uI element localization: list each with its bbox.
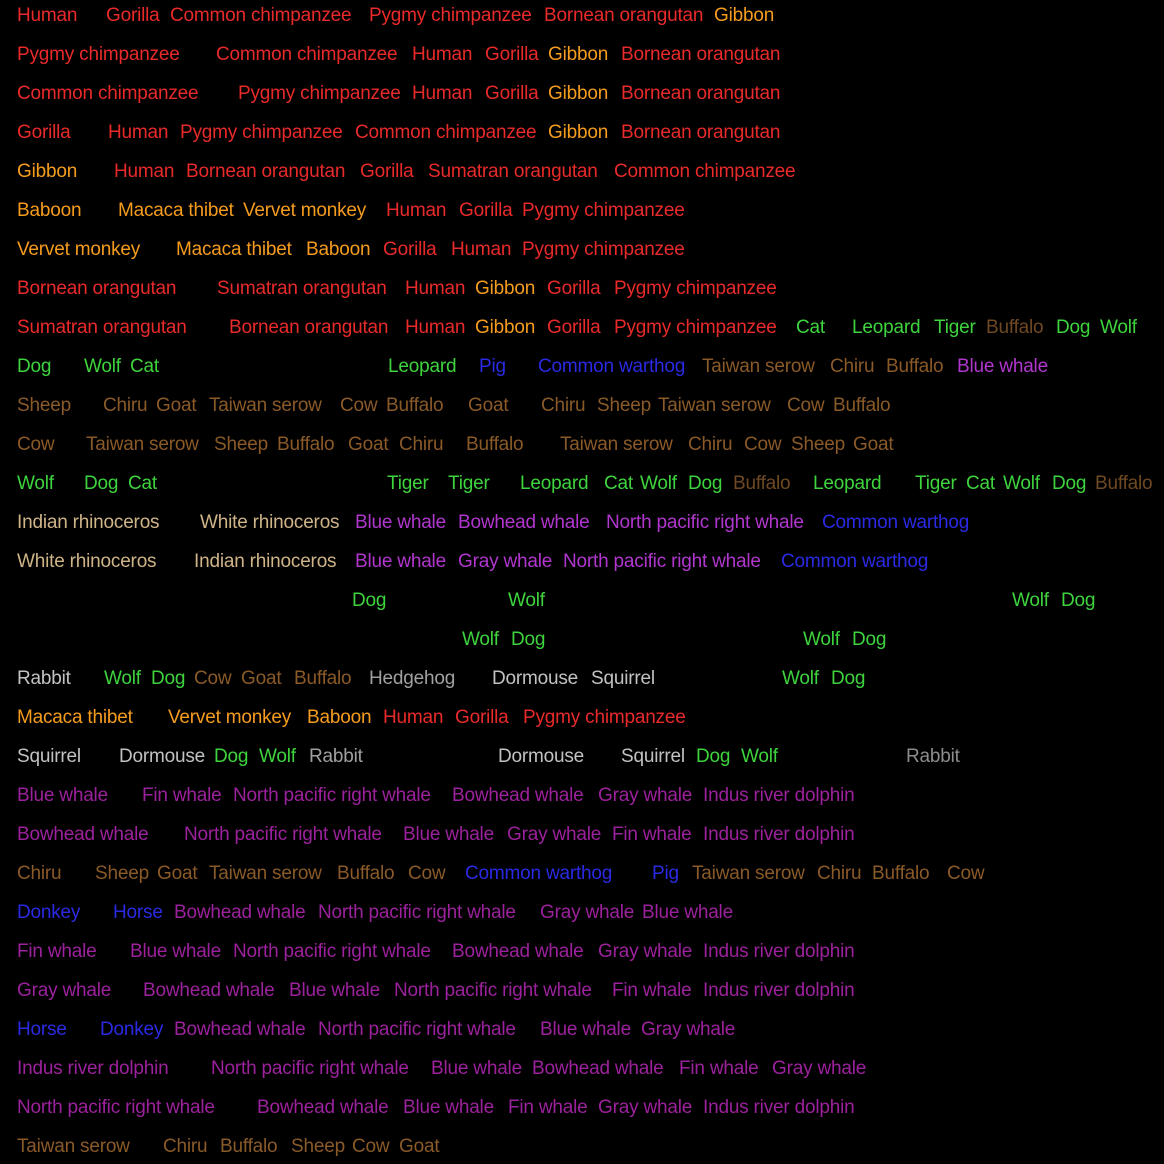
animal-label: North pacific right whale <box>563 551 761 572</box>
animal-label: North pacific right whale <box>184 824 382 845</box>
similarity-row <box>0 704 1164 743</box>
animal-label: Horse <box>17 1019 67 1040</box>
animal-label: Wolf <box>508 590 545 611</box>
animal-label: Blue whale <box>403 1097 494 1118</box>
similarity-row <box>0 236 1164 275</box>
animal-label: Buffalo <box>733 473 791 494</box>
animal-label: North pacific right whale <box>318 902 516 923</box>
similarity-row <box>0 1055 1164 1094</box>
animal-label: Common warthog <box>538 356 686 377</box>
animal-label: Bowhead whale <box>143 980 275 1001</box>
animal-label: Bornean orangutan <box>621 83 781 104</box>
animal-label: Chiru <box>17 863 62 884</box>
similarity-row <box>0 275 1164 314</box>
animal-label: Goat <box>241 668 282 689</box>
animal-label: Buffalo <box>466 434 524 455</box>
animal-label: Wolf <box>462 629 499 650</box>
animal-label: Pig <box>652 863 679 884</box>
animal-label: Gray whale <box>598 941 693 962</box>
animal-label: Gray whale <box>598 785 693 806</box>
animal-label: Gorilla <box>455 707 509 728</box>
animal-label: Chiru <box>817 863 862 884</box>
similarity-row <box>0 626 1164 665</box>
animal-label: Pig <box>479 356 506 377</box>
animal-label: Pygmy chimpanzee <box>614 278 777 299</box>
animal-label: Chiru <box>688 434 733 455</box>
animal-label: Gibbon <box>714 5 775 26</box>
animal-label: Dog <box>1056 317 1091 338</box>
animal-label: Blue whale <box>957 356 1048 377</box>
similarity-row <box>0 977 1164 1016</box>
animal-label: Gorilla <box>485 83 539 104</box>
animal-label: Cow <box>17 434 55 455</box>
animal-label: Horse <box>113 902 163 923</box>
animal-label: Chiru <box>830 356 875 377</box>
animal-label: Common warthog <box>465 863 613 884</box>
animal-label: Rabbit <box>309 746 363 767</box>
animal-label: Goat <box>348 434 389 455</box>
animal-label: Wolf <box>104 668 141 689</box>
animal-label: Rabbit <box>906 746 960 767</box>
animal-label: Goat <box>157 863 198 884</box>
animal-label: Dog <box>852 629 887 650</box>
animal-label: Gorilla <box>106 5 160 26</box>
animal-label: Sheep <box>291 1136 345 1157</box>
animal-label: Bornean orangutan <box>17 278 177 299</box>
animal-label: Dormouse <box>119 746 206 767</box>
animal-label: Goat <box>156 395 197 416</box>
animal-label: Blue whale <box>403 824 494 845</box>
similarity-row <box>0 1016 1164 1055</box>
animal-label: Gibbon <box>548 44 609 65</box>
animal-label: Human <box>405 317 466 338</box>
animal-label: Bowhead whale <box>532 1058 664 1079</box>
animal-label: Dog <box>1052 473 1087 494</box>
similarity-row <box>0 821 1164 860</box>
animal-label: Leopard <box>852 317 921 338</box>
animal-label: North pacific right whale <box>394 980 592 1001</box>
similarity-row <box>0 509 1164 548</box>
animal-label: Dog <box>511 629 546 650</box>
animal-label: Baboon <box>306 239 371 260</box>
animal-label: Cow <box>408 863 446 884</box>
animal-label: Vervet monkey <box>168 707 292 728</box>
animal-label: Taiwan serow <box>209 863 322 884</box>
animal-label: Bowhead whale <box>257 1097 389 1118</box>
animal-label: North pacific right whale <box>211 1058 409 1079</box>
animal-label: Pygmy chimpanzee <box>180 122 343 143</box>
similarity-row <box>0 938 1164 977</box>
animal-label: Pygmy chimpanzee <box>17 44 180 65</box>
animal-label: Macaca thibet <box>176 239 292 260</box>
animal-label: Gray whale <box>458 551 553 572</box>
animal-label: Tiger <box>934 317 976 338</box>
animal-label: Chiru <box>163 1136 208 1157</box>
animal-label: Fin whale <box>142 785 222 806</box>
animal-label: Buffalo <box>220 1136 278 1157</box>
animal-label: Buffalo <box>886 356 944 377</box>
similarity-row <box>0 782 1164 821</box>
animal-label: Taiwan serow <box>86 434 199 455</box>
animal-label: North pacific right whale <box>233 941 431 962</box>
similarity-row <box>0 1094 1164 1133</box>
animal-label: Blue whale <box>540 1019 631 1040</box>
animal-label: Baboon <box>307 707 372 728</box>
animal-label: Chiru <box>541 395 586 416</box>
animal-label: Wolf <box>741 746 778 767</box>
animal-label: Gibbon <box>475 317 536 338</box>
animal-label: Sheep <box>17 395 71 416</box>
animal-label: Human <box>17 5 78 26</box>
animal-label: Donkey <box>100 1019 164 1040</box>
animal-label: Tiger <box>387 473 429 494</box>
animal-label: Leopard <box>813 473 882 494</box>
animal-label: Cow <box>352 1136 390 1157</box>
animal-label: Wolf <box>1012 590 1049 611</box>
animal-label: Gray whale <box>17 980 112 1001</box>
animal-label: Dog <box>151 668 186 689</box>
animal-label: Indian rhinoceros <box>194 551 337 572</box>
animal-label: Blue whale <box>355 512 446 533</box>
animal-label: Indus river dolphin <box>703 824 855 845</box>
animal-label: Dog <box>214 746 249 767</box>
similarity-row <box>0 548 1164 587</box>
animal-label: Dog <box>352 590 387 611</box>
animal-label: Bowhead whale <box>174 1019 306 1040</box>
animal-label: Bornean orangutan <box>229 317 389 338</box>
animal-label: Gorilla <box>459 200 513 221</box>
animal-label: Goat <box>468 395 509 416</box>
animal-label: Bornean orangutan <box>544 5 704 26</box>
animal-label: Gorilla <box>360 161 414 182</box>
animal-label: Bornean orangutan <box>621 44 781 65</box>
animal-label: White rhinoceros <box>17 551 157 572</box>
animal-label: Cat <box>604 473 633 494</box>
animal-label: Gray whale <box>507 824 602 845</box>
animal-label: Human <box>386 200 447 221</box>
animal-label: Common chimpanzee <box>355 122 537 143</box>
animal-label: Leopard <box>520 473 589 494</box>
animal-label: Bowhead whale <box>452 941 584 962</box>
animal-label: Blue whale <box>642 902 733 923</box>
similarity-row <box>0 743 1164 782</box>
animal-label: Taiwan serow <box>692 863 805 884</box>
animal-label: Hedgehog <box>369 668 456 689</box>
animal-label: Fin whale <box>679 1058 759 1079</box>
animal-label: Buffalo <box>833 395 891 416</box>
animal-label: Cat <box>130 356 159 377</box>
animal-label: Donkey <box>17 902 81 923</box>
animal-label: Common warthog <box>822 512 970 533</box>
animal-label: Taiwan serow <box>209 395 322 416</box>
animal-label: Chiru <box>399 434 444 455</box>
animal-label: Bowhead whale <box>458 512 590 533</box>
animal-label: Wolf <box>782 668 819 689</box>
animal-label: Taiwan serow <box>560 434 673 455</box>
animal-label: Dog <box>1061 590 1096 611</box>
animal-label: Indus river dolphin <box>703 1097 855 1118</box>
animal-label: Bornean orangutan <box>621 122 781 143</box>
animal-label: Taiwan serow <box>17 1136 130 1157</box>
animal-label: Buffalo <box>337 863 395 884</box>
similarity-row <box>0 899 1164 938</box>
animal-label: Common chimpanzee <box>170 5 352 26</box>
animal-label: Wolf <box>17 473 54 494</box>
similarity-row <box>0 2 1164 41</box>
animal-label: Cow <box>787 395 825 416</box>
animal-label: Common chimpanzee <box>17 83 199 104</box>
animal-label: Sheep <box>791 434 845 455</box>
animal-label: Sheep <box>597 395 651 416</box>
animal-label: Bornean orangutan <box>186 161 346 182</box>
animal-label: Buffalo <box>294 668 352 689</box>
animal-label: Dormouse <box>498 746 585 767</box>
similarity-row <box>0 314 1164 353</box>
animal-label: Chiru <box>103 395 148 416</box>
animal-label: North pacific right whale <box>233 785 431 806</box>
animal-label: North pacific right whale <box>318 1019 516 1040</box>
animal-label: Indus river dolphin <box>703 785 855 806</box>
animal-label: Common chimpanzee <box>216 44 398 65</box>
similarity-row <box>0 392 1164 431</box>
animal-label: Tiger <box>915 473 957 494</box>
similarity-row <box>0 1133 1164 1164</box>
animal-label: Human <box>412 83 473 104</box>
animal-label: Gibbon <box>17 161 78 182</box>
animal-label: Dog <box>831 668 866 689</box>
animal-label: Dog <box>688 473 723 494</box>
animal-label: Buffalo <box>386 395 444 416</box>
similarity-row <box>0 41 1164 80</box>
similarity-row <box>0 80 1164 119</box>
animal-label: Common warthog <box>781 551 929 572</box>
similarity-row <box>0 431 1164 470</box>
animal-label: Human <box>405 278 466 299</box>
animal-label: Cat <box>128 473 157 494</box>
similarity-row <box>0 587 1164 626</box>
animal-label: Pygmy chimpanzee <box>369 5 532 26</box>
animal-label: Goat <box>399 1136 440 1157</box>
animal-label: Blue whale <box>130 941 221 962</box>
animal-label: Tiger <box>448 473 490 494</box>
animal-label: Gorilla <box>547 317 601 338</box>
animal-label: Blue whale <box>289 980 380 1001</box>
animal-label: Gray whale <box>772 1058 867 1079</box>
animal-label: Human <box>451 239 512 260</box>
animal-label: North pacific right whale <box>17 1097 215 1118</box>
similarity-row <box>0 860 1164 899</box>
animal-label: Sumatran orangutan <box>428 161 598 182</box>
animal-label: Gibbon <box>548 122 609 143</box>
animal-label: Human <box>383 707 444 728</box>
similarity-row <box>0 665 1164 704</box>
animal-label: Goat <box>853 434 894 455</box>
animal-label: Buffalo <box>277 434 335 455</box>
animal-label: Dog <box>696 746 731 767</box>
animal-label: Blue whale <box>355 551 446 572</box>
animal-label: Squirrel <box>621 746 685 767</box>
animal-label: Cow <box>947 863 985 884</box>
animal-label: Wolf <box>803 629 840 650</box>
similarity-row <box>0 197 1164 236</box>
animal-label: Taiwan serow <box>658 395 771 416</box>
animal-label: Macaca thibet <box>118 200 234 221</box>
animal-label: Leopard <box>388 356 457 377</box>
animal-label: Cow <box>744 434 782 455</box>
animal-label: Gorilla <box>17 122 71 143</box>
similarity-row <box>0 158 1164 197</box>
animal-label: North pacific right whale <box>606 512 804 533</box>
animal-label: Gray whale <box>641 1019 736 1040</box>
animal-label: Wolf <box>1003 473 1040 494</box>
animal-label: Gray whale <box>598 1097 693 1118</box>
animal-label: Wolf <box>1100 317 1137 338</box>
animal-label: Fin whale <box>508 1097 588 1118</box>
animal-label: Vervet monkey <box>243 200 367 221</box>
animal-label: Gorilla <box>547 278 601 299</box>
animal-label: Cat <box>796 317 825 338</box>
animal-label: Squirrel <box>17 746 81 767</box>
animal-label: Indus river dolphin <box>703 980 855 1001</box>
animal-label: Pygmy chimpanzee <box>522 239 685 260</box>
animal-label: Cow <box>340 395 378 416</box>
animal-label: Baboon <box>17 200 82 221</box>
animal-label: Pygmy chimpanzee <box>523 707 686 728</box>
animal-label: White rhinoceros <box>200 512 340 533</box>
animal-label: Sheep <box>214 434 268 455</box>
animal-label: Pygmy chimpanzee <box>238 83 401 104</box>
animal-label: Sumatran orangutan <box>217 278 387 299</box>
animal-label: Rabbit <box>17 668 71 689</box>
animal-label: Dog <box>17 356 52 377</box>
animal-label: Sheep <box>95 863 149 884</box>
animal-label: Fin whale <box>612 980 692 1001</box>
animal-label: Pygmy chimpanzee <box>522 200 685 221</box>
animal-label: Taiwan serow <box>702 356 815 377</box>
animal-label: Common chimpanzee <box>614 161 796 182</box>
animal-label: Fin whale <box>17 941 97 962</box>
animal-label: Wolf <box>640 473 677 494</box>
animal-label: Vervet monkey <box>17 239 141 260</box>
animal-label: Buffalo <box>1095 473 1153 494</box>
animal-label: Wolf <box>259 746 296 767</box>
animal-label: Cow <box>194 668 232 689</box>
animal-label: Gorilla <box>485 44 539 65</box>
animal-label: Indus river dolphin <box>703 941 855 962</box>
animal-label: Human <box>108 122 169 143</box>
animal-label: Bowhead whale <box>174 902 306 923</box>
animal-label: Indus river dolphin <box>17 1058 169 1079</box>
similarity-row <box>0 353 1164 392</box>
animal-label: Gray whale <box>540 902 635 923</box>
similarity-row <box>0 119 1164 158</box>
animal-label: Blue whale <box>17 785 108 806</box>
animal-label: Buffalo <box>986 317 1044 338</box>
animal-label: Macaca thibet <box>17 707 133 728</box>
animal-label: Pygmy chimpanzee <box>614 317 777 338</box>
animal-label: Dormouse <box>492 668 579 689</box>
similarity-row <box>0 470 1164 509</box>
animal-label: Human <box>114 161 175 182</box>
animal-label: Fin whale <box>612 824 692 845</box>
animal-label: Sumatran orangutan <box>17 317 187 338</box>
animal-label: Bowhead whale <box>452 785 584 806</box>
animal-label: Buffalo <box>872 863 930 884</box>
animal-label: Bowhead whale <box>17 824 149 845</box>
animal-label: Gibbon <box>548 83 609 104</box>
animal-label: Gibbon <box>475 278 536 299</box>
animal-label: Dog <box>84 473 119 494</box>
animal-label: Cat <box>966 473 995 494</box>
animal-label: Gorilla <box>383 239 437 260</box>
animal-label: Squirrel <box>591 668 655 689</box>
animal-label: Human <box>412 44 473 65</box>
animal-label: Indian rhinoceros <box>17 512 160 533</box>
animal-label: Blue whale <box>431 1058 522 1079</box>
animal-label: Wolf <box>84 356 121 377</box>
